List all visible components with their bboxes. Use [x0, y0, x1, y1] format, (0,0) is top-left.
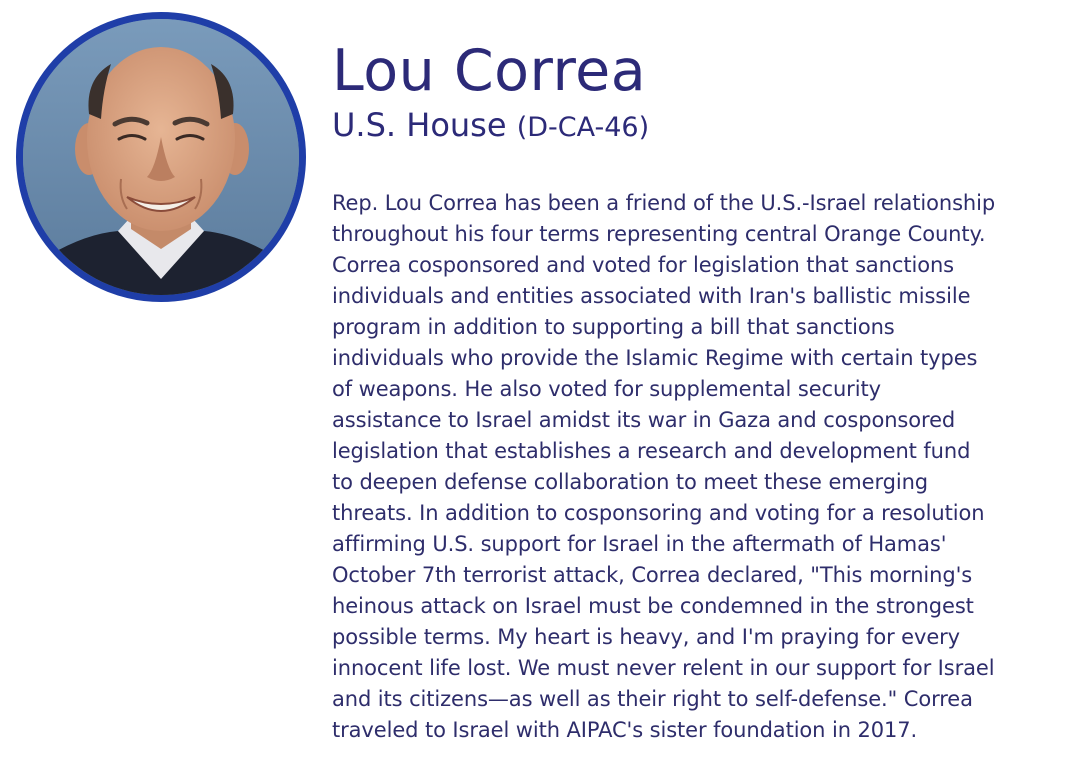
district-label: (D-CA-46) — [516, 112, 650, 143]
chamber-label: U.S. House — [332, 106, 507, 144]
office-title — [332, 104, 1072, 149]
portrait-photo — [16, 12, 306, 302]
profile-info — [332, 38, 1072, 746]
portrait-illustration — [23, 19, 299, 295]
biography-text: Rep. Lou Correa has been a friend of the U.S.-Israel relationship throughout his four terms representing central Orange County. Correa cosponsored and voted for legislation that sanctions individuals and entities associated with Iran's ballistic missile program in addition to supporting a bill that sanctions individuals who provide the Islamic Regime with certain types of weapons. He also voted for supplemental security assistance to Israel amidst its war in Gaza and cosponsored legislation that establishes a research and development fund to deepen defense collaboration to meet these emerging threats. In addition to cosponsoring and voting for a resolution affirming U.S. support for Israel in the aftermath of Hamas' October 7th terrorist attack, Correa declared, "This morning's heinous attack on Israel must be condemned in the strongest possible terms. My heart is heavy, and I'm praying for every innocent life lost. We must never relent in our support for Israel and its citizens—as well as their right to self-defense." Correa traveled to Israel with AIPAC's sister foundation in 2017. — [332, 191, 996, 742]
official-name: Lou Correa — [332, 38, 647, 104]
